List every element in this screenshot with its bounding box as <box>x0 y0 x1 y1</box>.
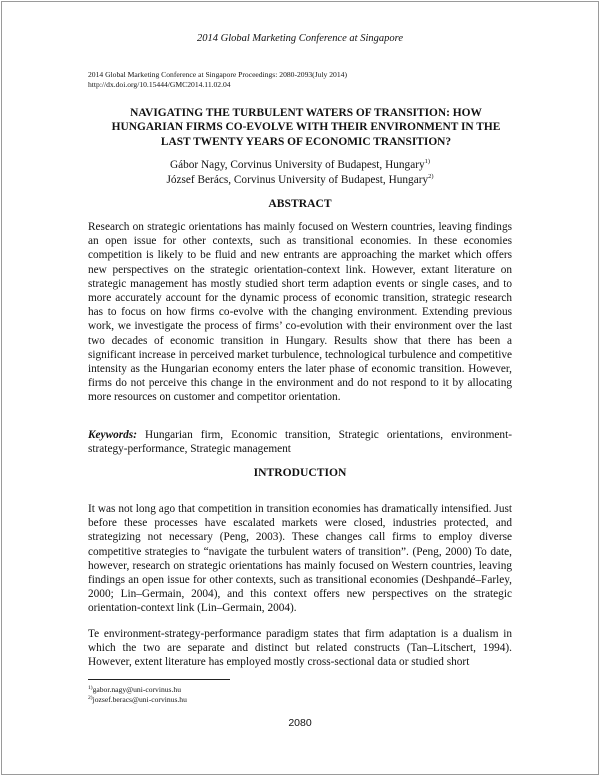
author-2-footnote-mark: 2) <box>428 173 434 180</box>
author-1-footnote-mark: 1) <box>424 158 431 165</box>
doi-link[interactable]: http://dx.doi.org/10.15444/GMC2014.11.02.04 <box>88 80 231 89</box>
intro-paragraph-2: Te environment-strategy-performance paradigm states that firm adaptation is a dualism in which the two are separate and distinct but related constructs (Tan–Litschert, 1994). However, extent literature has employed mostly cross-sectional data or studied short <box>88 628 512 669</box>
intro-paragraph-1: It was not long ago that competition in transition economies has dramatically intensified. Just before these processes have escalated markets were closed, industries protected, and strategizing not necessary (Peng, 2003). These changes call firms to employ diverse competitive strategies to “navigate the turbulent waters of transition”. (Peng, 2000) To date, however, research on strategic orientations has mainly focused on Western countries, leaving findings an open issue for other contexts, such as transitional economies (Deshpandé–Farley, 2000; Lin–Germain, 2004), and this context offers new perspectives on the strategic orientation-context link (Lin–Germain, 2004). <box>88 503 512 615</box>
author-2-name: József Berács, Corvinus University of Budapest, Hungary <box>166 174 429 186</box>
author-1-name: Gábor Nagy, Corvinus University of Budapest, Hungary <box>169 159 425 171</box>
introduction-heading: INTRODUCTION <box>253 466 347 479</box>
proceedings-citation: 2014 Global Marketing Conference at Singapore Proceedings: 2080-2093(July 2014) <box>88 70 347 79</box>
keywords <box>88 428 512 456</box>
footnote-2-email[interactable]: jozsef.beracs@uni-corvinus.hu <box>92 695 187 704</box>
abstract-text: Research on strategic orientations has mainly focused on Western countries, leaving findings an open issue for other contexts, such as transitional economies. In these economies competition is likely to be fluid and new entrants are approaching the market which offers new perspectives on the strategic orientation-context link. However, extant literature on strategic management has mostly studied short term adaption events or single cases, and to more accurately account for the dynamic process of economic transition, strategic research has to focus on how firms co-evolve with the changing environment. Extending previous work, we investigate the process of firms’ co-evolution with their environment over the last two decades of economic transition in Hungary. Results show that there has been a significant increase in perceived market turbulence, technological turbulence and competitive intensity as the Hungarian economy enters the later phase of economic transition. However, firms do not perceive this change in the environment and do not respond to it by allocating more resources on customer and competitor orientation. <box>88 221 512 404</box>
keywords-text: Hungarian firm, Economic transition, Strategic orientations, environment-strategy-performance, Strategic management <box>88 429 512 456</box>
abstract-heading: ABSTRACT <box>268 197 332 210</box>
footnote-divider <box>88 679 230 680</box>
footnote-1-mark: 1) <box>88 685 93 691</box>
author-2 <box>0 170 600 187</box>
footnote-2 <box>88 693 187 705</box>
keywords-label: Keywords: <box>88 429 137 441</box>
footnote-2-mark: 2) <box>88 695 93 701</box>
running-header: 2014 Global Marketing Conference at Singapore <box>197 33 403 44</box>
paper-title: NAVIGATING THE TURBULENT WATERS OF TRANSITION: HOW HUNGARIAN FIRMS CO-EVOLVE WITH THEIR ENVIRONMENT IN THE LAST TWENTY YEARS OF ECONOMIC TRANSITION? <box>111 107 501 148</box>
page-number: 2080 <box>288 717 312 729</box>
footnote-1-email[interactable]: gabor.nagy@uni-corvinus.hu <box>92 685 181 694</box>
